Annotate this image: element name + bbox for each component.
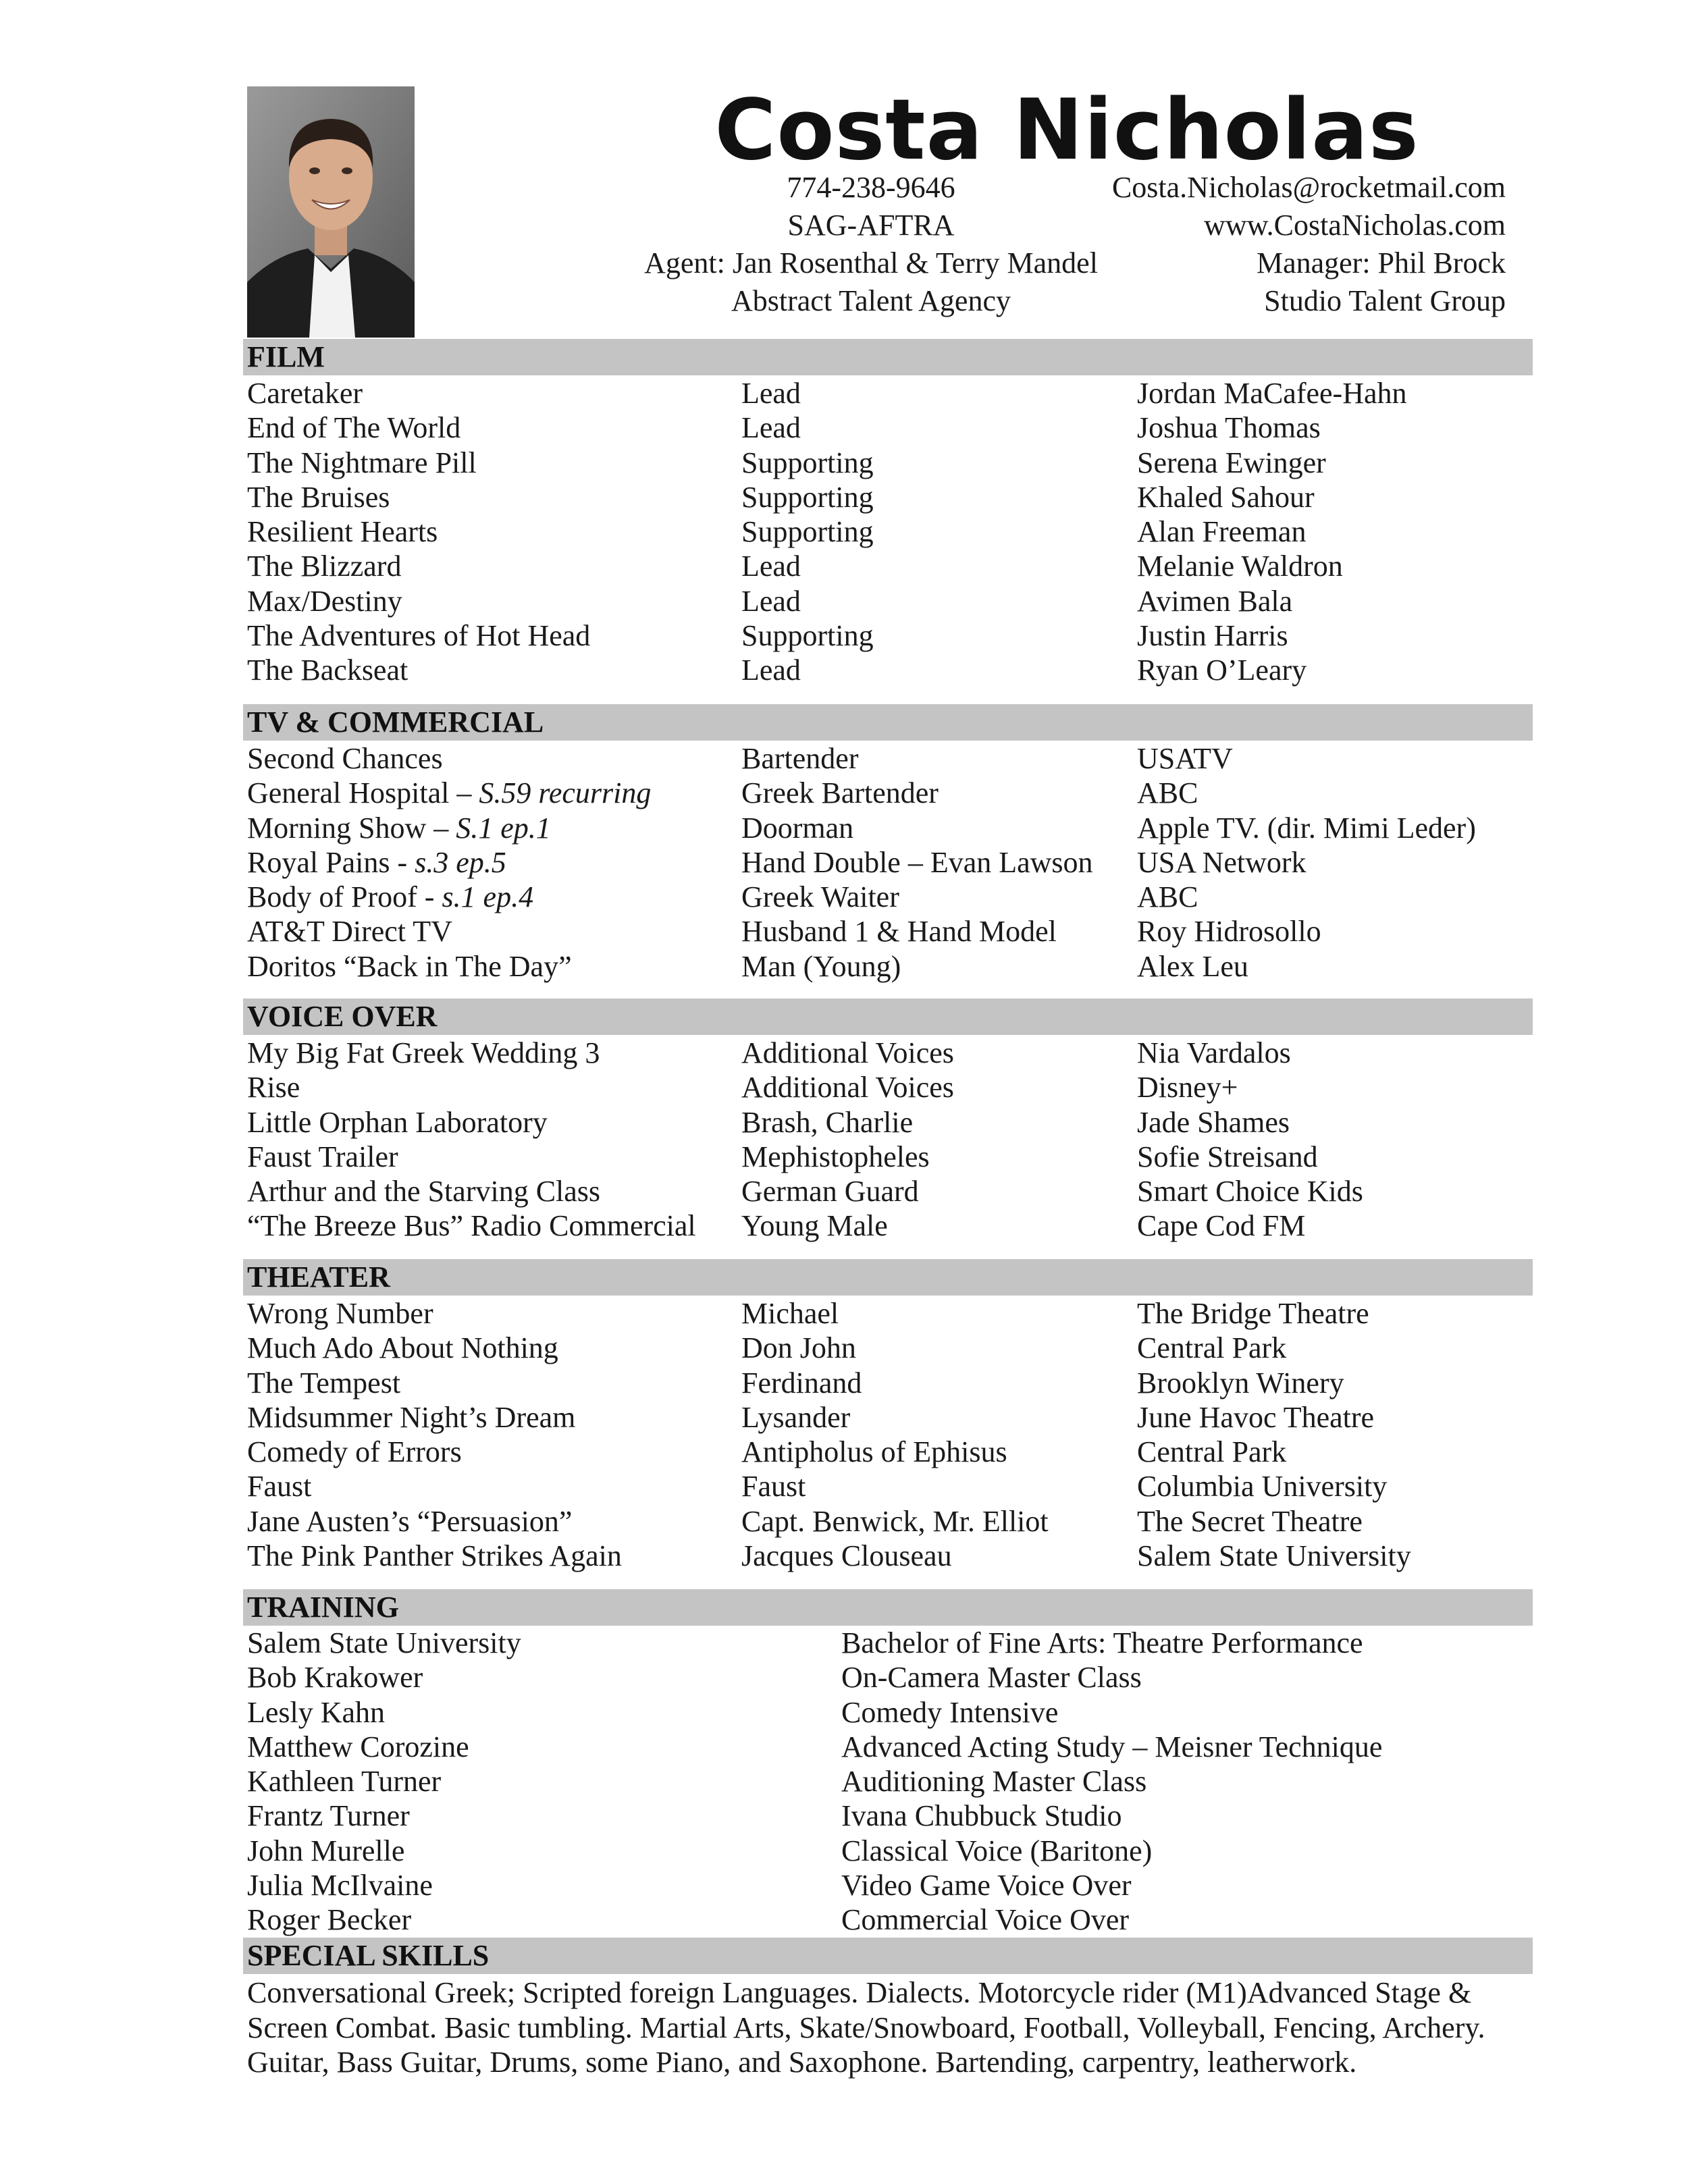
voice-over-credits [247, 1036, 1530, 1244]
credit-episode-note: S.59 recurring [479, 776, 652, 810]
training-teacher: John Murelle [247, 1834, 405, 1867]
credit-title-text: Rise [247, 1071, 300, 1104]
credit-title-text: Second Chances [247, 742, 443, 775]
training-course: Bachelor of Fine Arts: Theatre Performance [841, 1626, 1363, 1659]
training-course: On-Camera Master Class [841, 1661, 1142, 1695]
credit-role: Faust [741, 1470, 806, 1503]
credit-title [247, 1036, 600, 1070]
credit-role: Capt. Benwick, Mr. Elliot [741, 1504, 1049, 1538]
credit-production: Salem State University [1137, 1539, 1411, 1573]
credit-role: Husband 1 & Hand Model [741, 915, 1057, 949]
credit-row [247, 410, 1530, 445]
headshot-photo [247, 86, 415, 338]
credit-title-text: The Tempest [247, 1366, 401, 1400]
credit-production: Serena Ewinger [1137, 446, 1326, 479]
section-header-voice-over: VOICE OVER [243, 998, 1533, 1035]
credit-role: Ferdinand [741, 1366, 862, 1400]
credit-title-text: Body of Proof - [247, 880, 442, 914]
credit-row [247, 1435, 1530, 1469]
credit-production: USATV [1137, 742, 1233, 775]
email-address: Costa.Nicholas@rocketmail.com [1111, 171, 1506, 204]
training-teacher: Frantz Turner [247, 1799, 410, 1833]
special-skills-text [247, 1975, 1530, 2080]
credit-title [247, 549, 401, 583]
credit-role: Hand Double – Evan Lawson [741, 845, 1093, 879]
credit-title-text: Wrong Number [247, 1297, 433, 1330]
credit-production: Alex Leu [1137, 949, 1248, 983]
credit-production: Justin Harris [1137, 619, 1288, 653]
credit-role: Supporting [741, 619, 874, 653]
manager-name: Manager: Phil Brock [1256, 246, 1506, 279]
credit-production: Khaled Sahour [1137, 480, 1315, 514]
credit-title [247, 376, 363, 410]
website: www.CostaNicholas.com [1204, 209, 1506, 242]
credit-production: Sofie Streisand [1137, 1140, 1318, 1173]
credit-title-text: The Blizzard [247, 550, 402, 583]
credit-row [247, 811, 1530, 845]
skills-line: Screen Combat. Basic tumbling. Martial Arts, Skate/Snowboard, Football, Volleyball, Fencing, Archery. [247, 2010, 1485, 2044]
credit-title [247, 949, 572, 984]
credit-title [247, 584, 402, 618]
credit-role: Young Male [741, 1209, 888, 1243]
training-teacher: Bob Krakower [247, 1661, 423, 1695]
credit-title [247, 1331, 558, 1365]
credit-production: The Bridge Theatre [1137, 1297, 1369, 1330]
credit-production: ABC [1137, 880, 1198, 914]
credit-row [247, 1036, 1530, 1070]
training-course: Classical Voice (Baritone) [841, 1834, 1153, 1867]
management-company: Studio Talent Group [1264, 284, 1506, 317]
credit-role: Jacques Clouseau [741, 1539, 952, 1573]
credit-title [247, 446, 477, 480]
credit-episode-note: s.1 ep.4 [442, 880, 534, 914]
credit-title [247, 1070, 300, 1104]
credit-role: Lead [741, 411, 801, 445]
credit-title-text: Much Ado About Nothing [247, 1331, 558, 1365]
credit-row [247, 949, 1530, 984]
training-row [247, 1902, 1530, 1937]
credit-role: Doorman [741, 811, 854, 845]
credit-role: Michael [741, 1297, 839, 1330]
credit-production: Cape Cod FM [1137, 1209, 1306, 1243]
credit-title [247, 618, 590, 653]
credit-role: Antipholus of Ephisus [741, 1435, 1007, 1469]
credit-title-text: Doritos “Back in The Day” [247, 949, 572, 983]
credit-title-text: Arthur and the Starving Class [247, 1175, 601, 1208]
credit-title-text: Little Orphan Laboratory [247, 1105, 548, 1139]
credit-row [247, 1140, 1530, 1174]
credit-production: Avimen Bala [1137, 584, 1293, 618]
credit-title-text: General Hospital – [247, 776, 479, 810]
training-teacher: Kathleen Turner [247, 1765, 442, 1799]
credit-title [247, 776, 651, 810]
credit-row [247, 741, 1530, 776]
credit-title-text: Jane Austen’s “Persuasion” [247, 1504, 573, 1538]
credit-title [247, 1174, 600, 1208]
training-row [247, 1730, 1530, 1764]
credit-production: ABC [1137, 776, 1198, 810]
credit-title [247, 1366, 400, 1400]
credit-row [247, 653, 1530, 687]
tv-commercial-credits [247, 741, 1530, 984]
credit-production: Melanie Waldron [1137, 550, 1343, 583]
credit-title-text: The Backseat [247, 654, 408, 687]
credit-row [247, 845, 1530, 880]
credit-row [247, 618, 1530, 653]
credit-title-text: Morning Show – [247, 811, 456, 845]
credit-title [247, 741, 443, 776]
agent-names: Agent: Jan Rosenthal & Terry Mandel [644, 246, 1098, 279]
credit-title-text: Royal Pains - [247, 845, 415, 879]
training-row [247, 1626, 1530, 1660]
credit-role: Lysander [741, 1400, 851, 1434]
credit-production: Disney+ [1137, 1071, 1238, 1104]
credit-production: Nia Vardalos [1137, 1036, 1291, 1069]
credit-row [247, 1208, 1530, 1243]
training-course: Auditioning Master Class [841, 1765, 1147, 1799]
credit-title-text: The Adventures of Hot Head [247, 619, 591, 653]
credit-title [247, 1140, 398, 1174]
candidate-name: Costa Nicholas [714, 82, 1419, 179]
credit-production: Jade Shames [1137, 1105, 1290, 1139]
credit-role: Supporting [741, 446, 874, 479]
credit-title [247, 914, 452, 949]
credit-title [247, 1208, 696, 1243]
credit-row [247, 776, 1530, 810]
section-header-tv-commercial: TV & COMMERCIAL [243, 704, 1533, 741]
credit-title [247, 1469, 311, 1503]
credit-role: Mephistopheles [741, 1140, 930, 1173]
section-header-theater: THEATER [243, 1259, 1533, 1296]
credit-row [247, 480, 1530, 514]
skills-line: Conversational Greek; Scripted foreign Languages. Dialects. Motorcycle rider (M1)Advanced Stage & [247, 1976, 1472, 2009]
credit-role: Additional Voices [741, 1036, 954, 1069]
credit-row [247, 1366, 1530, 1400]
credit-row [247, 446, 1530, 480]
credit-role: Lead [741, 654, 801, 687]
credit-title-text: Faust [247, 1470, 312, 1503]
credit-episode-note: s.3 ep.5 [415, 845, 506, 879]
training-list [247, 1626, 1530, 1938]
credit-role: Man (Young) [741, 949, 901, 983]
credit-row [247, 1539, 1530, 1573]
training-course: Comedy Intensive [841, 1695, 1059, 1729]
phone-number: 774-238-9646 [787, 171, 955, 204]
credit-title [247, 1539, 622, 1573]
credit-production: Central Park [1137, 1435, 1287, 1469]
credit-title-text: Midsummer Night’s Dream [247, 1400, 576, 1434]
credit-title [247, 410, 460, 445]
credit-role: Lead [741, 377, 801, 410]
credit-role: German Guard [741, 1175, 919, 1208]
credit-title [247, 514, 438, 549]
training-course: Ivana Chubbuck Studio [841, 1799, 1122, 1833]
credit-title-text: The Nightmare Pill [247, 446, 477, 479]
credit-title [247, 1435, 462, 1469]
credit-production: USA Network [1137, 845, 1307, 879]
credit-title-text: Faust Trailer [247, 1140, 398, 1173]
credit-production: Brooklyn Winery [1137, 1366, 1344, 1400]
credit-row [247, 1105, 1530, 1140]
training-row [247, 1868, 1530, 1902]
credit-role: Bartender [741, 742, 859, 775]
credit-episode-note: S.1 ep.1 [456, 811, 551, 845]
credit-production: June Havoc Theatre [1137, 1400, 1375, 1434]
credit-title-text: The Pink Panther Strikes Again [247, 1539, 622, 1573]
section-header-training: TRAINING [243, 1589, 1533, 1626]
credit-title [247, 653, 408, 687]
training-row [247, 1660, 1530, 1695]
credit-title-text: Comedy of Errors [247, 1435, 462, 1469]
credit-row [247, 514, 1530, 549]
credit-row [247, 1174, 1530, 1208]
credit-production: Ryan O’Leary [1137, 654, 1307, 687]
training-teacher: Salem State University [247, 1626, 521, 1659]
credit-role: Lead [741, 550, 801, 583]
credit-title [247, 480, 390, 514]
credit-title [247, 1504, 572, 1539]
credit-row [247, 1400, 1530, 1435]
film-credits [247, 376, 1530, 688]
credit-role: Brash, Charlie [741, 1105, 914, 1139]
credit-production: Alan Freeman [1137, 515, 1307, 549]
credit-title-text: The Bruises [247, 480, 390, 514]
credit-role: Greek Bartender [741, 776, 939, 810]
training-teacher: Lesly Kahn [247, 1695, 386, 1729]
credit-title-text: Max/Destiny [247, 584, 402, 618]
union-affiliation: SAG-AFTRA [787, 209, 955, 242]
training-row [247, 1695, 1530, 1730]
credit-row [247, 376, 1530, 410]
contact-right-block [1040, 169, 1506, 320]
credit-title [247, 1105, 548, 1140]
credit-title-text: “The Breeze Bus” Radio Commercial [247, 1209, 696, 1243]
credit-row [247, 914, 1530, 949]
credit-production: Joshua Thomas [1137, 411, 1321, 445]
credit-row [247, 880, 1530, 914]
training-row [247, 1834, 1530, 1868]
theater-credits [247, 1296, 1530, 1573]
credit-row [247, 549, 1530, 583]
section-header-film: FILM [243, 339, 1533, 375]
credit-title-text: End of The World [247, 411, 461, 445]
section-header-special-skills: SPECIAL SKILLS [243, 1938, 1533, 1974]
training-course: Advanced Acting Study – Meisner Technique [841, 1730, 1383, 1763]
credit-production: Roy Hidrosollo [1137, 915, 1321, 949]
credit-production: Apple TV. (dir. Mimi Leder) [1137, 811, 1476, 845]
credit-role: Don John [741, 1331, 856, 1365]
credit-production: The Secret Theatre [1137, 1504, 1363, 1538]
credit-production: Smart Choice Kids [1137, 1175, 1363, 1208]
credit-role: Lead [741, 584, 801, 618]
credit-title [247, 880, 533, 914]
credit-row [247, 1331, 1530, 1365]
credit-role: Supporting [741, 480, 874, 514]
credit-production: Jordan MaCafee-Hahn [1137, 377, 1407, 410]
training-row [247, 1764, 1530, 1799]
credit-title [247, 1296, 433, 1331]
credit-row [247, 1070, 1530, 1104]
credit-title [247, 845, 506, 880]
training-teacher: Julia McIlvaine [247, 1869, 433, 1902]
credit-row [247, 1504, 1530, 1539]
training-teacher: Matthew Corozine [247, 1730, 469, 1763]
credit-title-text: AT&T Direct TV [247, 915, 452, 949]
credit-row [247, 584, 1530, 618]
credit-row [247, 1469, 1530, 1503]
training-row [247, 1799, 1530, 1833]
credit-role: Greek Waiter [741, 880, 899, 914]
training-course: Video Game Voice Over [841, 1869, 1132, 1902]
credit-row [247, 1296, 1530, 1331]
agency-name: Abstract Talent Agency [731, 284, 1011, 317]
skills-line: Guitar, Bass Guitar, Drums, some Piano, and Saxophone. Bartending, carpentry, leatherwork. [247, 2046, 1357, 2079]
credit-role: Additional Voices [741, 1071, 954, 1104]
training-course: Commercial Voice Over [841, 1903, 1130, 1937]
credit-role: Supporting [741, 515, 874, 549]
credit-title [247, 1400, 575, 1435]
training-teacher: Roger Becker [247, 1903, 412, 1937]
credit-title [247, 811, 551, 845]
credit-title-text: Caretaker [247, 377, 363, 410]
credit-production: Columbia University [1137, 1470, 1388, 1503]
credit-title-text: Resilient Hearts [247, 515, 438, 549]
credit-production: Central Park [1137, 1331, 1287, 1365]
credit-title-text: My Big Fat Greek Wedding 3 [247, 1036, 600, 1069]
